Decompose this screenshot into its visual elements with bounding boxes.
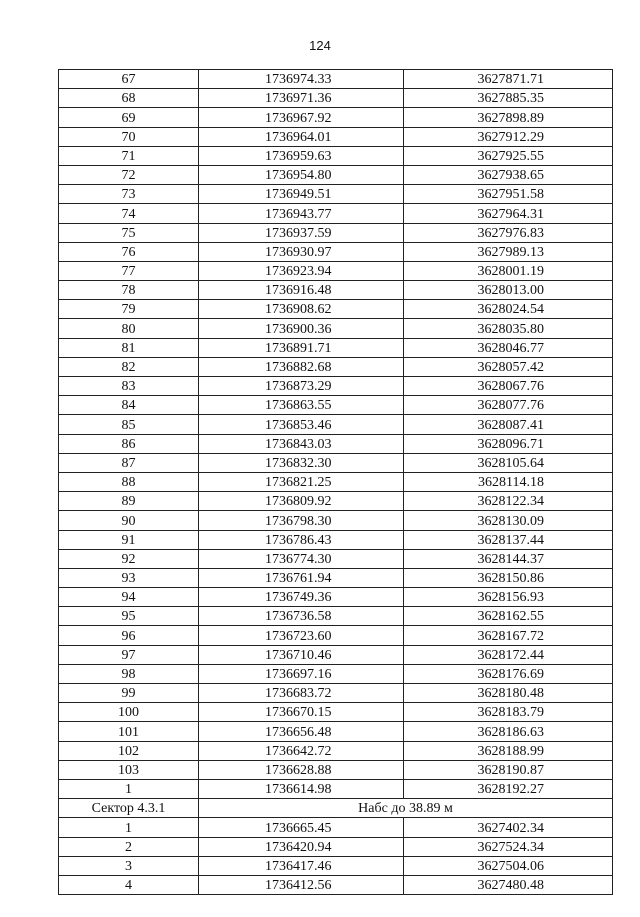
table-row xyxy=(59,722,613,741)
table-row xyxy=(59,377,613,396)
sector-label-cell: Сектор 4.3.1 xyxy=(59,799,199,818)
table-row xyxy=(59,261,613,280)
y-coordinate-cell: 3628114.18 xyxy=(404,472,613,491)
y-coordinate-cell: 3627402.34 xyxy=(404,818,613,837)
y-coordinate-cell: 3628162.55 xyxy=(404,607,613,626)
y-coordinate-cell: 3628105.64 xyxy=(404,453,613,472)
y-coordinate-cell: 3627989.13 xyxy=(404,242,613,261)
table-row xyxy=(59,185,613,204)
table-row xyxy=(59,127,613,146)
y-coordinate-cell: 3628001.19 xyxy=(404,261,613,280)
table-row xyxy=(59,453,613,472)
point-number-cell: 99 xyxy=(59,684,199,703)
y-coordinate-cell: 3627951.58 xyxy=(404,185,613,204)
table-row xyxy=(59,779,613,798)
y-coordinate-cell: 3628172.44 xyxy=(404,645,613,664)
x-coordinate-cell: 1736736.58 xyxy=(199,607,404,626)
y-coordinate-cell: 3628186.63 xyxy=(404,722,613,741)
point-number-cell: 80 xyxy=(59,319,199,338)
x-coordinate-cell: 1736937.59 xyxy=(199,223,404,242)
y-coordinate-cell: 3628130.09 xyxy=(404,511,613,530)
point-number-cell: 93 xyxy=(59,568,199,587)
coordinates-table-body xyxy=(59,70,613,895)
x-coordinate-cell: 1736923.94 xyxy=(199,261,404,280)
point-number-cell: 77 xyxy=(59,261,199,280)
y-coordinate-cell: 3627504.06 xyxy=(404,856,613,875)
table-row xyxy=(59,568,613,587)
point-number-cell: 78 xyxy=(59,281,199,300)
point-number-cell: 91 xyxy=(59,530,199,549)
table-row xyxy=(59,837,613,856)
y-coordinate-cell: 3627885.35 xyxy=(404,89,613,108)
x-coordinate-cell: 1736863.55 xyxy=(199,396,404,415)
table-row xyxy=(59,530,613,549)
page-number: 124 xyxy=(309,38,331,53)
y-coordinate-cell: 3628176.69 xyxy=(404,664,613,683)
coordinates-table xyxy=(58,69,613,895)
point-number-cell: 95 xyxy=(59,607,199,626)
point-number-cell: 85 xyxy=(59,415,199,434)
table-row xyxy=(59,223,613,242)
table-row xyxy=(59,875,613,894)
table-row xyxy=(59,319,613,338)
y-coordinate-cell: 3628087.41 xyxy=(404,415,613,434)
table-row xyxy=(59,684,613,703)
x-coordinate-cell: 1736959.63 xyxy=(199,146,404,165)
y-coordinate-cell: 3628137.44 xyxy=(404,530,613,549)
x-coordinate-cell: 1736656.48 xyxy=(199,722,404,741)
x-coordinate-cell: 1736821.25 xyxy=(199,472,404,491)
table-row xyxy=(59,165,613,184)
point-number-cell: 1 xyxy=(59,818,199,837)
x-coordinate-cell: 1736628.88 xyxy=(199,760,404,779)
table-row xyxy=(59,856,613,875)
y-coordinate-cell: 3628144.37 xyxy=(404,549,613,568)
point-number-cell: 101 xyxy=(59,722,199,741)
y-coordinate-cell: 3628190.87 xyxy=(404,760,613,779)
x-coordinate-cell: 1736710.46 xyxy=(199,645,404,664)
point-number-cell: 70 xyxy=(59,127,199,146)
point-number-cell: 69 xyxy=(59,108,199,127)
y-coordinate-cell: 3628192.27 xyxy=(404,779,613,798)
table-row xyxy=(59,70,613,89)
point-number-cell: 84 xyxy=(59,396,199,415)
x-coordinate-cell: 1736916.48 xyxy=(199,281,404,300)
table-row xyxy=(59,415,613,434)
table-row xyxy=(59,549,613,568)
x-coordinate-cell: 1736697.16 xyxy=(199,664,404,683)
table-row xyxy=(59,492,613,511)
x-coordinate-cell: 1736786.43 xyxy=(199,530,404,549)
x-coordinate-cell: 1736670.15 xyxy=(199,703,404,722)
table-row xyxy=(59,357,613,376)
table-row xyxy=(59,664,613,683)
point-number-cell: 79 xyxy=(59,300,199,319)
point-number-cell: 102 xyxy=(59,741,199,760)
y-coordinate-cell: 3627898.89 xyxy=(404,108,613,127)
y-coordinate-cell: 3627524.34 xyxy=(404,837,613,856)
table-row xyxy=(59,396,613,415)
table-row xyxy=(59,741,613,760)
y-coordinate-cell: 3627976.83 xyxy=(404,223,613,242)
table-row xyxy=(59,703,613,722)
x-coordinate-cell: 1736954.80 xyxy=(199,165,404,184)
x-coordinate-cell: 1736967.92 xyxy=(199,108,404,127)
y-coordinate-cell: 3628046.77 xyxy=(404,338,613,357)
point-number-cell: 2 xyxy=(59,837,199,856)
y-coordinate-cell: 3628188.99 xyxy=(404,741,613,760)
table-row xyxy=(59,300,613,319)
x-coordinate-cell: 1736642.72 xyxy=(199,741,404,760)
x-coordinate-cell: 1736964.01 xyxy=(199,127,404,146)
table-row xyxy=(59,281,613,300)
table-row xyxy=(59,588,613,607)
point-number-cell: 83 xyxy=(59,377,199,396)
point-number-cell: 4 xyxy=(59,875,199,894)
y-coordinate-cell: 3628077.76 xyxy=(404,396,613,415)
y-coordinate-cell: 3627912.29 xyxy=(404,127,613,146)
point-number-cell: 72 xyxy=(59,165,199,184)
y-coordinate-cell: 3628180.48 xyxy=(404,684,613,703)
table-row xyxy=(59,434,613,453)
point-number-cell: 88 xyxy=(59,472,199,491)
table-row xyxy=(59,511,613,530)
table-row xyxy=(59,204,613,223)
x-coordinate-cell: 1736798.30 xyxy=(199,511,404,530)
x-coordinate-cell: 1736843.03 xyxy=(199,434,404,453)
y-coordinate-cell: 3628096.71 xyxy=(404,434,613,453)
point-number-cell: 74 xyxy=(59,204,199,223)
point-number-cell: 100 xyxy=(59,703,199,722)
point-number-cell: 87 xyxy=(59,453,199,472)
x-coordinate-cell: 1736665.45 xyxy=(199,818,404,837)
y-coordinate-cell: 3627480.48 xyxy=(404,875,613,894)
y-coordinate-cell: 3628035.80 xyxy=(404,319,613,338)
y-coordinate-cell: 3628150.86 xyxy=(404,568,613,587)
point-number-cell: 67 xyxy=(59,70,199,89)
x-coordinate-cell: 1736417.46 xyxy=(199,856,404,875)
y-coordinate-cell: 3628013.00 xyxy=(404,281,613,300)
x-coordinate-cell: 1736891.71 xyxy=(199,338,404,357)
point-number-cell: 75 xyxy=(59,223,199,242)
x-coordinate-cell: 1736614.98 xyxy=(199,779,404,798)
x-coordinate-cell: 1736971.36 xyxy=(199,89,404,108)
y-coordinate-cell: 3628057.42 xyxy=(404,357,613,376)
x-coordinate-cell: 1736723.60 xyxy=(199,626,404,645)
point-number-cell: 76 xyxy=(59,242,199,261)
table-row xyxy=(59,645,613,664)
sector-header-row xyxy=(59,799,613,818)
table-row xyxy=(59,472,613,491)
point-number-cell: 81 xyxy=(59,338,199,357)
x-coordinate-cell: 1736908.62 xyxy=(199,300,404,319)
x-coordinate-cell: 1736761.94 xyxy=(199,568,404,587)
x-coordinate-cell: 1736683.72 xyxy=(199,684,404,703)
y-coordinate-cell: 3627964.31 xyxy=(404,204,613,223)
point-number-cell: 97 xyxy=(59,645,199,664)
table-row xyxy=(59,242,613,261)
point-number-cell: 103 xyxy=(59,760,199,779)
point-number-cell: 96 xyxy=(59,626,199,645)
point-number-cell: 89 xyxy=(59,492,199,511)
point-number-cell: 92 xyxy=(59,549,199,568)
x-coordinate-cell: 1736949.51 xyxy=(199,185,404,204)
x-coordinate-cell: 1736774.30 xyxy=(199,549,404,568)
table-row xyxy=(59,338,613,357)
table-row xyxy=(59,89,613,108)
point-number-cell: 82 xyxy=(59,357,199,376)
point-number-cell: 86 xyxy=(59,434,199,453)
y-coordinate-cell: 3628167.72 xyxy=(404,626,613,645)
point-number-cell: 94 xyxy=(59,588,199,607)
sector-height-cell: Набс до 38.89 м xyxy=(199,799,613,818)
x-coordinate-cell: 1736943.77 xyxy=(199,204,404,223)
y-coordinate-cell: 3627871.71 xyxy=(404,70,613,89)
point-number-cell: 1 xyxy=(59,779,199,798)
point-number-cell: 68 xyxy=(59,89,199,108)
point-number-cell: 90 xyxy=(59,511,199,530)
x-coordinate-cell: 1736900.36 xyxy=(199,319,404,338)
point-number-cell: 73 xyxy=(59,185,199,204)
table-row xyxy=(59,146,613,165)
x-coordinate-cell: 1736873.29 xyxy=(199,377,404,396)
x-coordinate-cell: 1736930.97 xyxy=(199,242,404,261)
point-number-cell: 98 xyxy=(59,664,199,683)
y-coordinate-cell: 3628156.93 xyxy=(404,588,613,607)
y-coordinate-cell: 3627925.55 xyxy=(404,146,613,165)
x-coordinate-cell: 1736882.68 xyxy=(199,357,404,376)
table-row xyxy=(59,108,613,127)
y-coordinate-cell: 3628067.76 xyxy=(404,377,613,396)
x-coordinate-cell: 1736420.94 xyxy=(199,837,404,856)
table-row xyxy=(59,607,613,626)
table-row xyxy=(59,626,613,645)
y-coordinate-cell: 3628024.54 xyxy=(404,300,613,319)
x-coordinate-cell: 1736412.56 xyxy=(199,875,404,894)
point-number-cell: 3 xyxy=(59,856,199,875)
x-coordinate-cell: 1736749.36 xyxy=(199,588,404,607)
point-number-cell: 71 xyxy=(59,146,199,165)
table-row xyxy=(59,818,613,837)
table-row xyxy=(59,760,613,779)
y-coordinate-cell: 3628122.34 xyxy=(404,492,613,511)
y-coordinate-cell: 3628183.79 xyxy=(404,703,613,722)
y-coordinate-cell: 3627938.65 xyxy=(404,165,613,184)
x-coordinate-cell: 1736809.92 xyxy=(199,492,404,511)
x-coordinate-cell: 1736853.46 xyxy=(199,415,404,434)
x-coordinate-cell: 1736974.33 xyxy=(199,70,404,89)
x-coordinate-cell: 1736832.30 xyxy=(199,453,404,472)
